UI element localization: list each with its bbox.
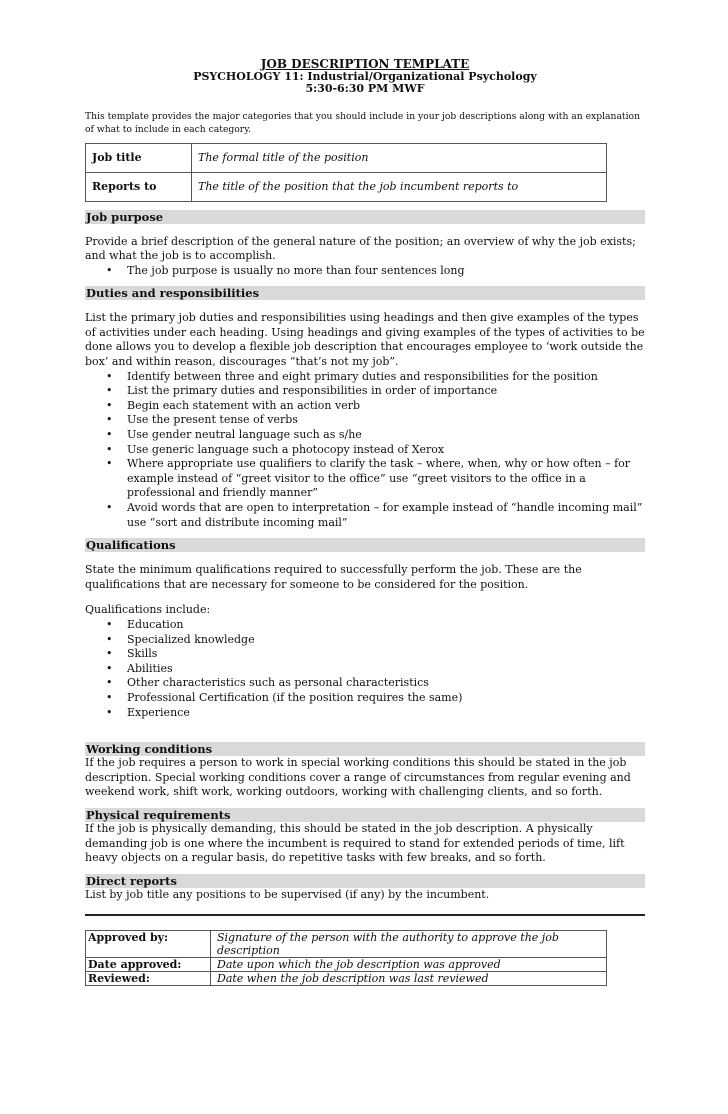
list-item: • Identify between three and eight primary duties and responsibilities for the position [106,369,598,383]
approval-table [85,930,607,986]
bullet-icon: • [106,501,113,514]
approved-by-value: Signature of the person with the authority to approve the job description [211,931,607,958]
course-name: PSYCHOLOGY 11: Industrial/Organizational Psychology [193,69,537,83]
table-row [86,972,607,986]
document-title: JOB DESCRIPTION TEMPLATE [260,57,470,71]
list-item: • Other characteristics such as personal characteristics [106,676,429,690]
list-item: • Skills [106,647,158,661]
bullet-icon: • [106,384,113,398]
list-item: • Use gender neutral language such as s/he [106,428,362,442]
section-text: List the primary job duties and responsibilities using headings and then give examples of the types of activities under each heading. Using headings and giving examples of the types of activities to be done allows you to develop a flexible job description that encourages employee to ‘work outside the box’ and within reason, discourages “that’s not my job”. [85,311,645,369]
list-item: • Use the present tense of verbs [106,413,298,427]
list-intro: Qualifications include: [85,603,211,617]
job-purpose-section [85,210,645,279]
date-approved-value: Date upon which the job description was approved [211,958,607,972]
table-row [86,958,607,972]
document-page [85,58,645,986]
list-item: • Education [106,617,184,631]
date-approved-label: Date approved: [86,958,211,972]
bullet-icon: • [106,690,113,704]
bullet-icon: • [106,617,113,631]
bullet-icon: • [106,457,113,471]
list-item: • Professional Certification (if the position requires the same) [106,690,463,704]
reviewed-label: Reviewed: [86,972,211,986]
list-item: • Specialized knowledge [106,632,255,646]
section-heading: Physical requirements [85,808,645,822]
intro-text: This template provides the major categories that you should include in your job descriptions along with an explanation of what to include in each category. [85,110,641,135]
bullet-list [85,370,645,531]
list-item: • List the primary duties and responsibilities in order of importance [106,384,498,398]
list-item: • Begin each statement with an action verb [106,398,360,412]
job-title-value: The formal title of the position [192,143,607,172]
bullet-icon: • [106,398,113,412]
document-header [85,58,645,96]
section-text: List by job title any positions to be supervised (if any) by the incumbent. [85,887,490,901]
list-item: • Use generic language such a photocopy instead of Xerox [106,442,445,456]
table-row [86,172,607,201]
bullet-icon: • [106,676,113,690]
bullet-icon: • [106,705,113,719]
reports-to-label: Reports to [86,172,192,201]
section-heading: Working conditions [85,742,645,756]
reports-to-value: The title of the position that the job incumbent reports to [192,172,607,201]
bullet-icon: • [106,647,113,661]
section-heading: Duties and responsibilities [85,286,645,300]
bullet-icon: • [106,263,113,277]
job-title-label: Job title [86,143,192,172]
divider [85,914,645,916]
bullet-icon: • [106,369,113,383]
bullet-list [85,618,645,720]
qualifications-section [85,538,645,734]
section-text: State the minimum qualifications required to successfully perform the job. These are the qualifications that are necessary for someone to be considered for the position. [85,563,582,591]
bullet-icon: • [106,413,113,427]
working-conditions-section [85,742,645,800]
list-item: • The job purpose is usually no more than four sentences long [106,263,465,277]
approved-by-label: Approved by: [86,931,211,958]
duties-section [85,286,645,530]
physical-requirements-section [85,808,645,866]
list-item: • Avoid words that are open to interpretation – for example instead of “handle incoming mail” use “sort and distribute incoming mail” [106,501,643,529]
section-heading: Qualifications [85,538,645,552]
bullet-icon: • [106,661,113,675]
section-text: If the job is physically demanding, this should be stated in the job description. A physically demanding job is one where the incumbent is required to stand for extended periods of time, lift heavy objects on a regular basis, do repetitive tasks with few breaks, and so forth. [85,821,625,865]
list-item: • Experience [106,705,190,719]
bullet-icon: • [106,442,113,456]
bullet-list [85,264,645,279]
list-item: • Where appropriate use qualifiers to clarify the task – where, when, why or how often – for example instead of “greet visitor to the office” use “greet visitors to the office in a professional and friendly manner” [106,457,631,500]
job-title-table [85,143,607,202]
direct-reports-section [85,874,645,903]
course-time: 5:30-6:30 PM MWF [305,82,425,95]
bullet-icon: • [106,428,113,442]
bullet-icon: • [106,632,113,646]
section-heading: Direct reports [85,874,645,888]
section-heading: Job purpose [85,210,645,224]
section-text: If the job requires a person to work in special working conditions this should be stated in the job description. Special working conditions cover a range of circumstances from regular evening and weekend work, shift work, working outdoors, working with challenging clients, and so forth. [85,756,631,799]
table-row [86,931,607,958]
table-row [86,143,607,172]
reviewed-value: Date when the job description was last reviewed [211,972,607,986]
list-item: • Abilities [106,661,173,675]
section-text: Provide a brief description of the general nature of the position; an overview of why the job exists; and what the job is to accomplish. [85,234,636,263]
